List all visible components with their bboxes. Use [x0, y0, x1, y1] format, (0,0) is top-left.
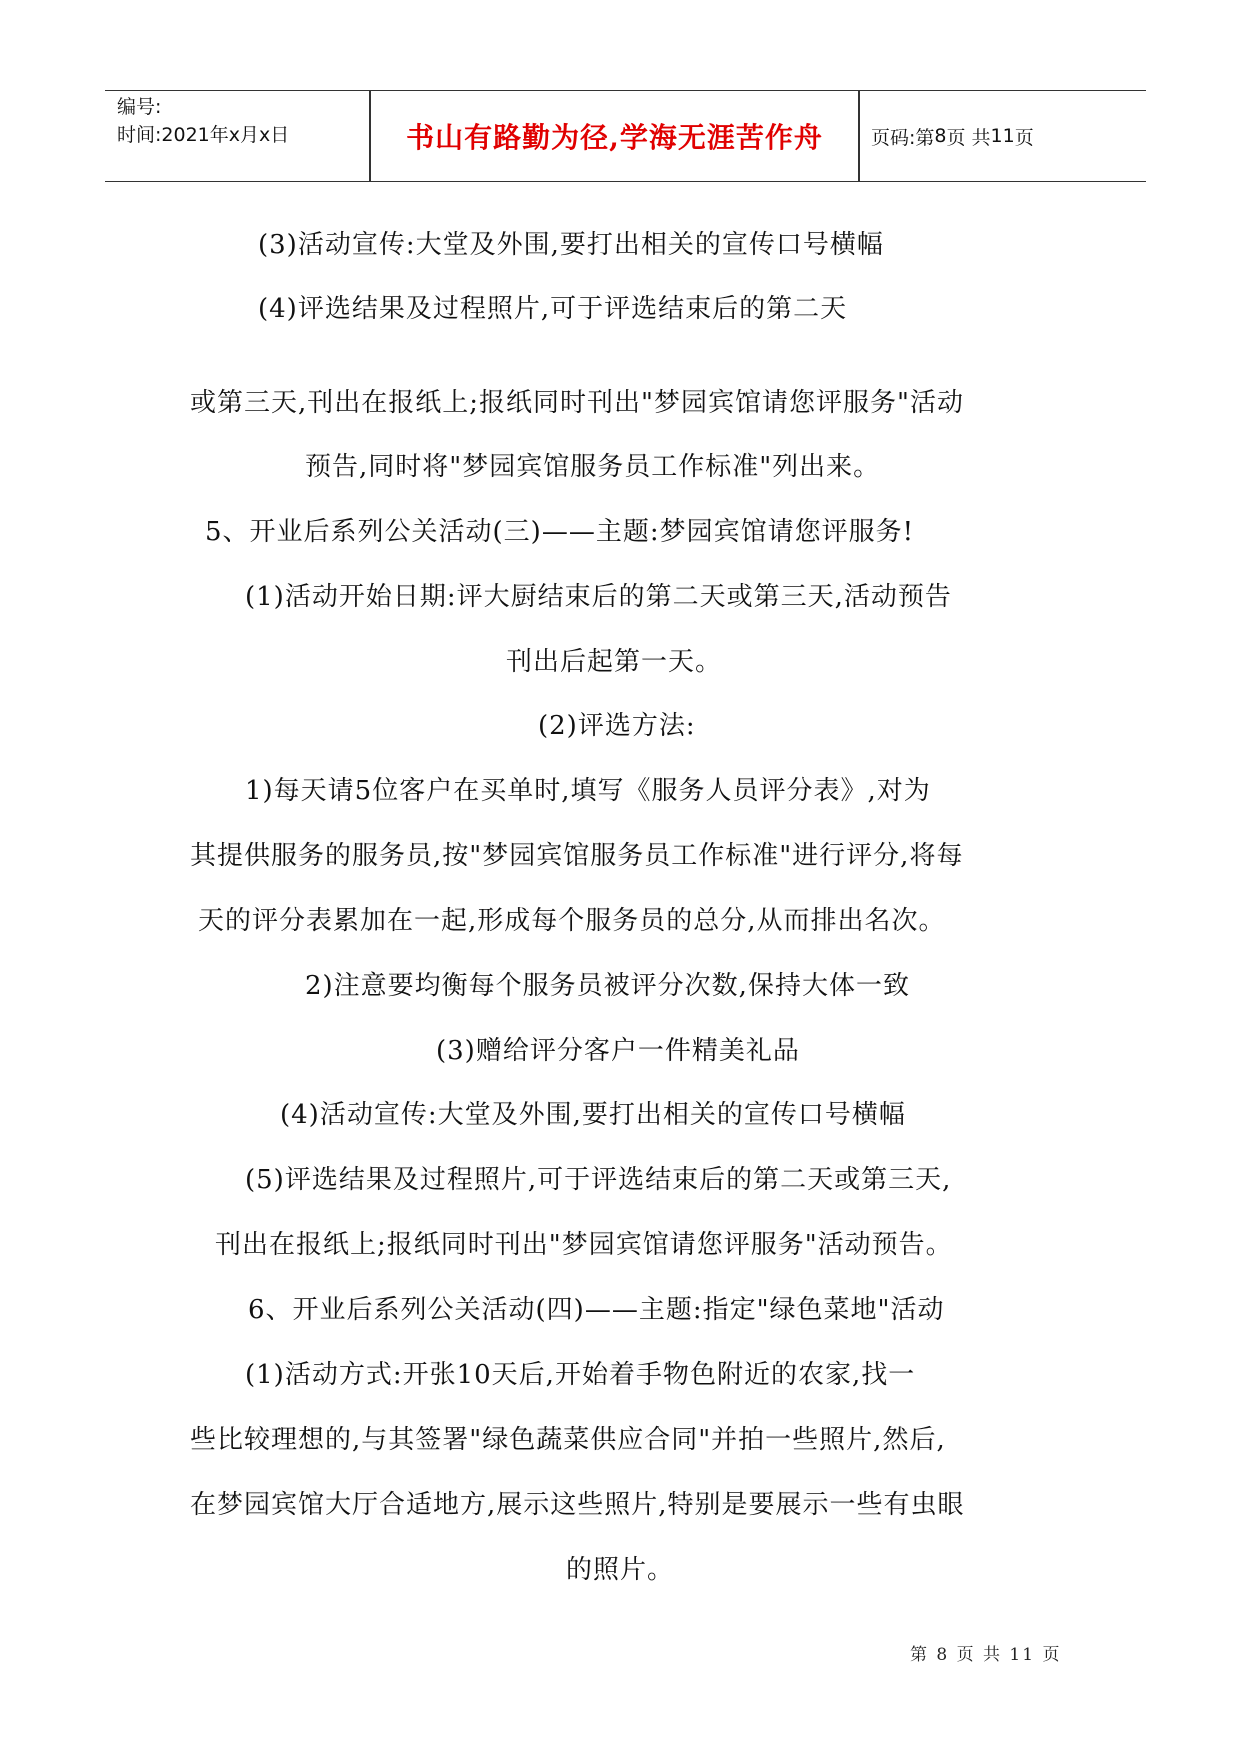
body-line: 6、开业后系列公关活动(四)——主题:指定"绿色菜地"活动: [248, 1295, 945, 1325]
page-total: 11: [990, 125, 1015, 147]
body-line: 刊出在报纸上;报纸同时刊出"梦园宾馆请您评服务"活动预告。: [215, 1230, 953, 1260]
body-line: 2)注意要均衡每个服务员被评分次数,保持大体一致: [305, 971, 910, 1001]
body-line: (5)评选结果及过程照片,可于评选结束后的第二天或第三天,: [245, 1165, 952, 1195]
header-divider: [858, 91, 860, 181]
body-line: (4)活动宣传:大堂及外围,要打出相关的宣传口号横幅: [280, 1100, 906, 1130]
body-line: 预告,同时将"梦园宾馆服务员工作标准"列出来。: [305, 452, 881, 482]
body-line: (4)评选结果及过程照片,可于评选结束后的第二天: [258, 294, 848, 324]
body-line: 的照片。: [566, 1555, 675, 1585]
body-line: 5、开业后系列公关活动(三)——主题:梦园宾馆请您评服务!: [205, 517, 915, 547]
body-line: 其提供服务的服务员,按"梦园宾馆服务员工作标准"进行评分,将每: [190, 841, 964, 871]
body-line: 天的评分表累加在一起,形成每个服务员的总分,从而排出名次。: [198, 906, 946, 936]
page-label: 页码:第: [871, 126, 935, 149]
body-line: 刊出后起第一天。: [506, 647, 723, 677]
body-line: (3)赠给评分客户一件精美礼品: [436, 1036, 800, 1066]
body-line: 在梦园宾馆大厅合适地方,展示这些照片,特别是要展示一些有虫眼: [190, 1490, 965, 1520]
page-footer: 第 8 页 共 11 页: [910, 1645, 1062, 1665]
page-mid: 页 共: [946, 126, 991, 149]
time-label: 时间:2021年x月x日: [117, 124, 290, 146]
body-line: 1)每天请5位客户在买单时,填写《服务人员评分表》,对为: [245, 776, 931, 806]
header-meta: [117, 93, 289, 149]
body-line: (1)活动方式:开张10天后,开始着手物色附近的农家,找一: [245, 1360, 916, 1390]
body-line: 或第三天,刊出在报纸上;报纸同时刊出"梦园宾馆请您评服务"活动: [190, 388, 964, 418]
page-header: [105, 90, 1146, 182]
body-line: (3)活动宣传:大堂及外围,要打出相关的宣传口号横幅: [258, 230, 884, 260]
page-end: 页: [1014, 126, 1034, 149]
page-current: 8: [934, 125, 947, 147]
body-line: (2)评选方法:: [538, 711, 696, 741]
header-motto: 书山有路勤为径,学海无涯苦作舟: [406, 121, 823, 154]
body-line: 些比较理想的,与其签署"绿色蔬菜供应合同"并拍一些照片,然后,: [190, 1425, 946, 1455]
number-label: 编号:: [117, 96, 162, 118]
body-line: (1)活动开始日期:评大厨结束后的第二天或第三天,活动预告: [245, 582, 952, 612]
header-page-number: [871, 91, 1034, 181]
